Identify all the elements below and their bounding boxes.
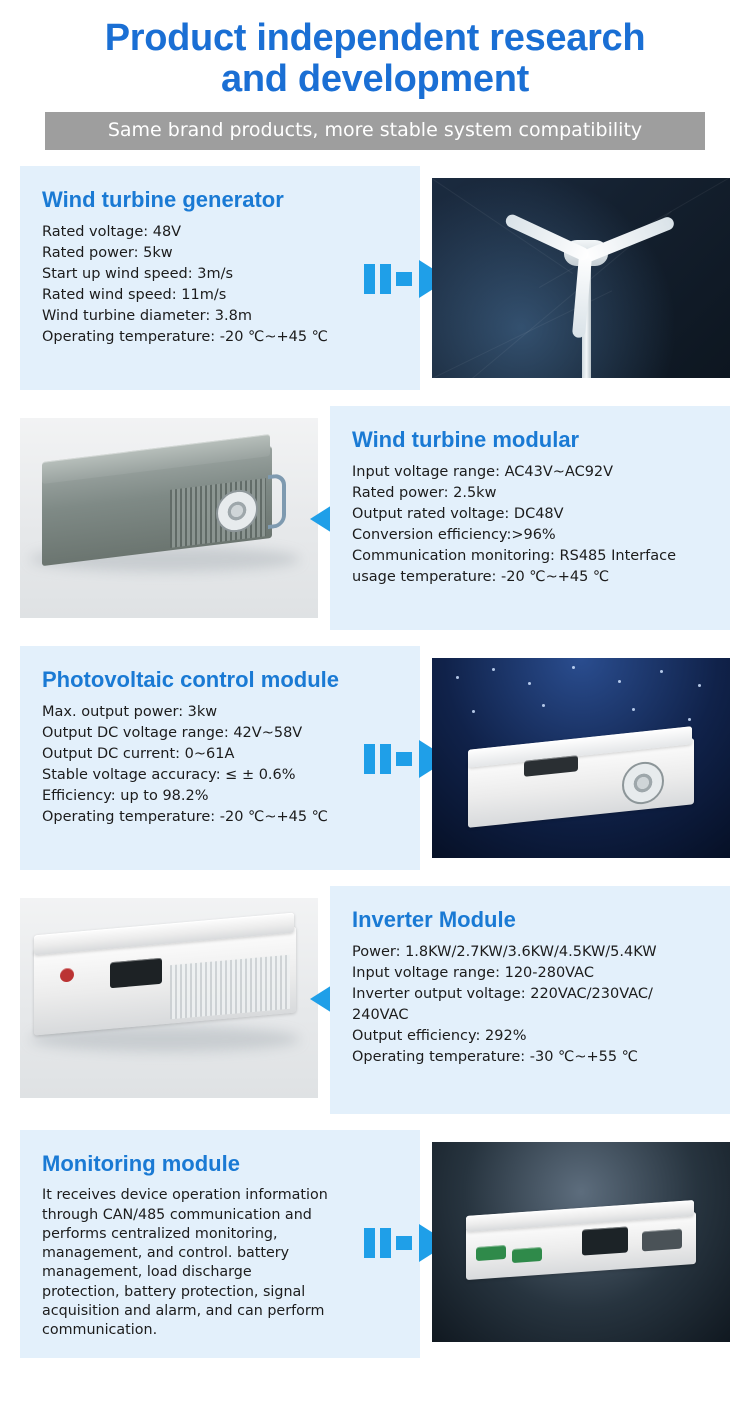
spec-panel xyxy=(20,166,420,390)
page-title-line-1: Product independent research xyxy=(104,17,646,59)
list-item: Output efficiency: 292% xyxy=(352,1028,527,1045)
spec-panel xyxy=(20,646,420,870)
section-heading: Photovoltaic control module xyxy=(42,667,340,693)
list-item: Max. output power: 3kw xyxy=(42,704,218,721)
section-monitoring-module xyxy=(20,1130,730,1358)
list-item: Power: 1.8KW/2.7KW/3.6KW/4.5KW/5.4KW xyxy=(352,944,657,961)
photovoltaic-control-module-photo xyxy=(432,658,730,858)
arrow-bar-icon xyxy=(364,1228,375,1258)
list-item: Rated voltage: 48V xyxy=(42,224,182,241)
inverter-module-photo xyxy=(20,898,318,1098)
page-header xyxy=(0,0,750,150)
list-item: Input voltage range: AC43V~AC92V xyxy=(352,464,614,481)
list-item: Conversion efficiency:>96% xyxy=(352,527,556,544)
list-item: Operating temperature: -20 ℃~+45 ℃ xyxy=(42,809,328,826)
section-heading: Inverter Module xyxy=(352,907,516,933)
section-heading: Wind turbine generator xyxy=(42,187,284,213)
spec-list xyxy=(42,702,402,828)
section-inverter-module xyxy=(20,886,730,1114)
spec-panel xyxy=(330,406,730,630)
arrow-bar-icon xyxy=(380,744,391,774)
section-wind-turbine-generator xyxy=(20,166,730,390)
list-item: Stable voltage accuracy: ≤ ± 0.6% xyxy=(42,767,296,784)
arrow-stub-icon xyxy=(396,752,412,766)
list-item: Start up wind speed: 3m/s xyxy=(42,266,234,283)
list-item: Efficiency: up to 98.2% xyxy=(42,788,209,805)
spacer xyxy=(0,1114,750,1130)
list-item: Rated power: 2.5kw xyxy=(352,485,497,502)
section-photovoltaic-control-module xyxy=(20,646,730,870)
arrow-bar-icon xyxy=(380,1228,391,1258)
spacer xyxy=(0,870,750,886)
list-item: Rated power: 5kw xyxy=(42,245,173,262)
wind-turbine-photo xyxy=(432,178,730,378)
list-item: Inverter output voltage: 220VAC/230VAC/ xyxy=(352,986,653,1003)
arrow-bar-icon xyxy=(380,264,391,294)
list-item: Output DC current: 0~61A xyxy=(42,746,235,763)
list-item: Operating temperature: -20 ℃~+45 ℃ xyxy=(42,329,328,346)
list-item: Rated wind speed: 11m/s xyxy=(42,287,227,304)
list-item: Wind turbine diameter: 3.8m xyxy=(42,308,252,325)
spacer xyxy=(0,630,750,646)
list-item: Operating temperature: -30 ℃~+55 ℃ xyxy=(352,1049,638,1066)
wind-turbine-module-photo xyxy=(20,418,318,618)
list-item: Input voltage range: 120-280VAC xyxy=(352,965,594,982)
page-subtitle: Same brand products, more stable system compatibility xyxy=(45,112,705,150)
spec-list xyxy=(42,222,402,348)
list-item: Communication monitoring: RS485 Interface xyxy=(352,548,677,565)
list-item: 240VAC xyxy=(352,1007,409,1024)
spacer xyxy=(0,150,750,166)
spec-panel xyxy=(330,886,730,1114)
page-title-line-2: and development xyxy=(221,58,529,101)
spec-list xyxy=(352,462,712,588)
list-item: Output rated voltage: DC48V xyxy=(352,506,564,523)
spacer xyxy=(0,390,750,406)
arrow-bar-icon xyxy=(364,264,375,294)
section-wind-turbine-modular xyxy=(20,406,730,630)
page-title xyxy=(0,18,750,100)
monitoring-module-photo xyxy=(432,1142,730,1342)
description-panel xyxy=(20,1130,420,1358)
list-item: Output DC voltage range: 42V~58V xyxy=(42,725,303,742)
list-item: usage temperature: -20 ℃~+45 ℃ xyxy=(352,569,610,586)
arrow-stub-icon xyxy=(396,272,412,286)
section-heading: Wind turbine modular xyxy=(352,427,580,453)
spec-list xyxy=(352,942,712,1068)
arrow-stub-icon xyxy=(396,1236,412,1250)
section-body-text: It receives device operation information through CAN/485 communication and performs centralized monitoring, management, and control. battery management, load discharge protection, battery protection, signal acquisition and alarm, and can perform communication. xyxy=(42,1187,328,1339)
arrow-bar-icon xyxy=(364,744,375,774)
section-heading: Monitoring module xyxy=(42,1151,240,1177)
